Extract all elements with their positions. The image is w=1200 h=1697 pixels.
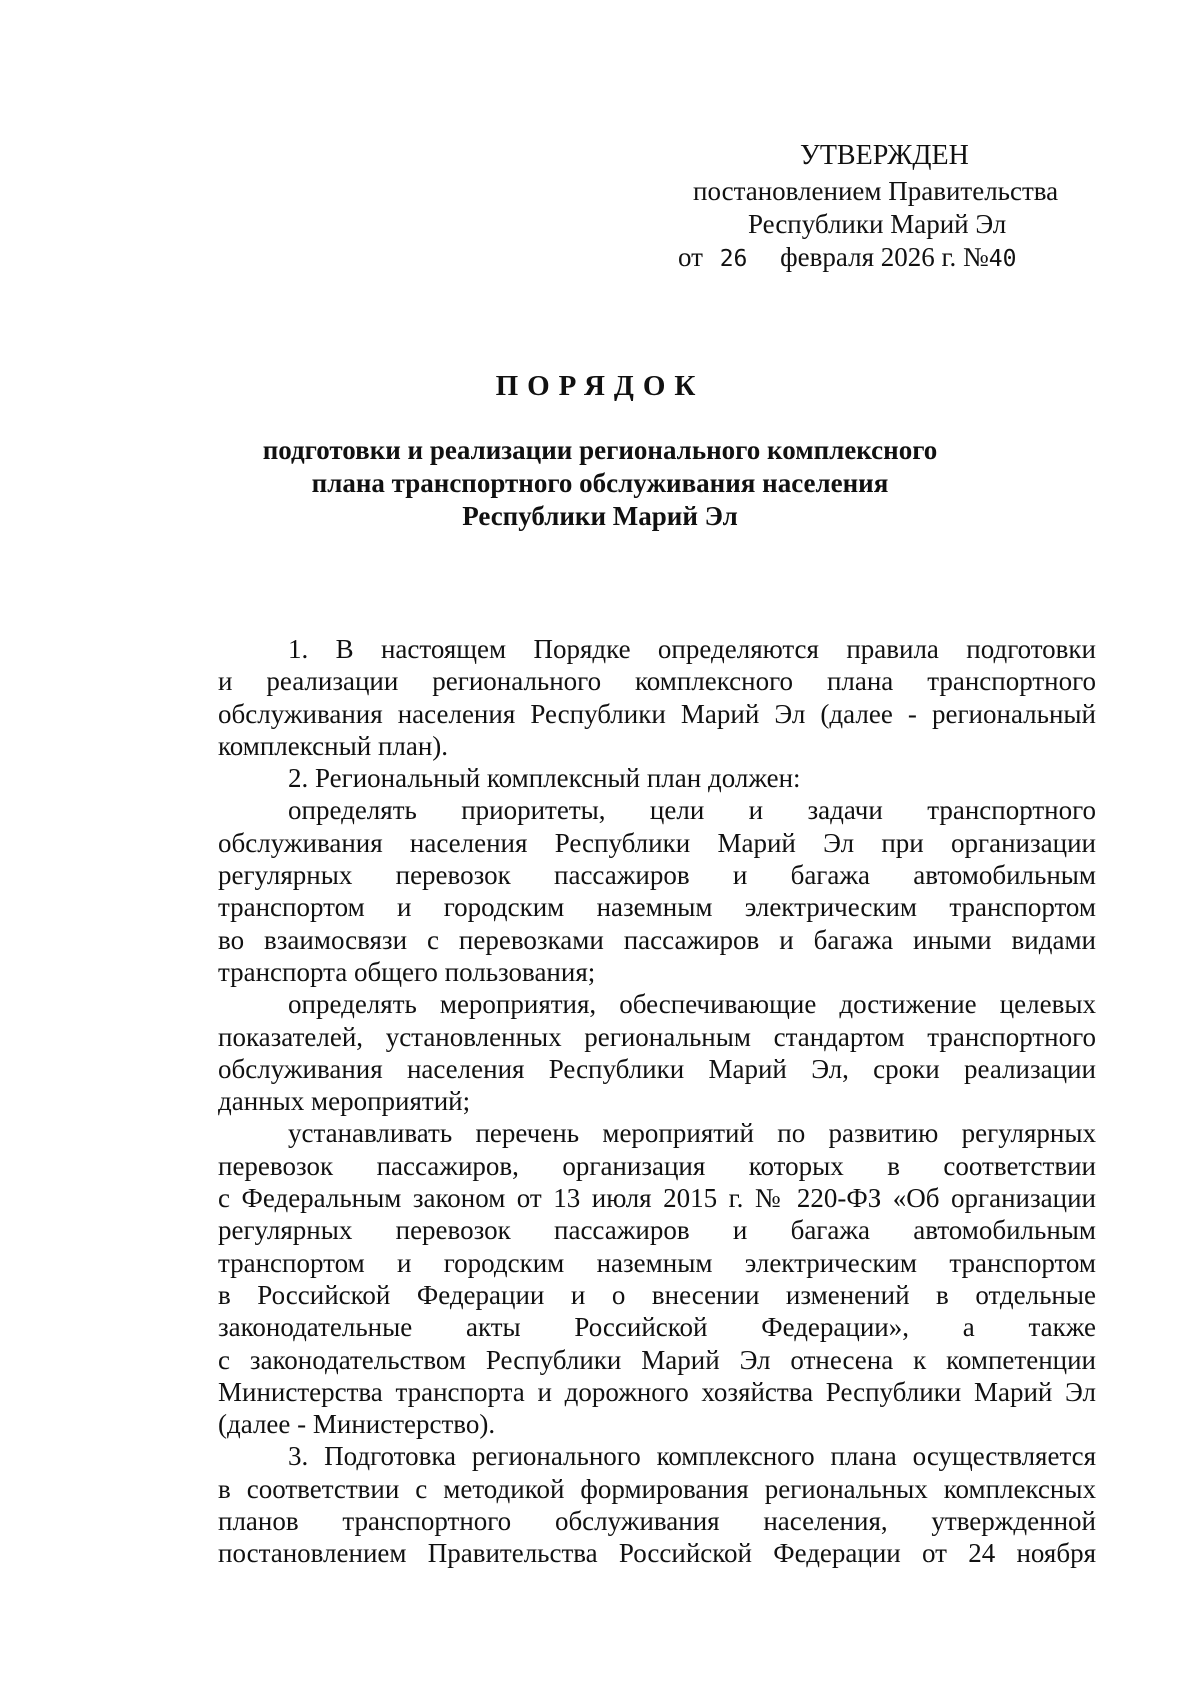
text-line: регулярных перевозок пассажиров и багажа автомобильным (218, 860, 1096, 891)
text-line: 1. В настоящем Порядке определяются правила подготовки (288, 634, 1096, 664)
text-line: транспортом и городским наземным электрическим транспортом (218, 892, 1096, 923)
paragraph-2-item-2 (218, 988, 1096, 1117)
text-line: 3. Подготовка регионального комплексного плана осуществляется (288, 1441, 1096, 1472)
text-line: во взаимосвязи с перевозками пассажиров и багажа иными видами (218, 924, 1096, 955)
text-line: перевозок пассажиров, организация которых в соответствии (218, 1150, 1096, 1181)
paragraph-2-item-3 (218, 1117, 1096, 1440)
text-line: (далее - Министерство). (218, 1409, 496, 1440)
text-line: данных мероприятий; (218, 1086, 471, 1117)
approval-number: 40 (988, 246, 1017, 272)
approval-title: УТВЕРЖДЕН (800, 140, 969, 171)
text-line: показателей, установленных региональным стандартом транспортного (218, 1021, 1096, 1052)
text-line: планов транспортного обслуживания населения, утвержденной (218, 1506, 1096, 1537)
text-line: в Российской Федерации и о внесении изменений в отдельные (218, 1279, 1096, 1310)
approval-date-line (678, 241, 1017, 275)
text-line: обслуживания населения Республики Марий Эл, сроки реализации (218, 1053, 1096, 1084)
subtitle-line: плана транспортного обслуживания населения (311, 468, 889, 498)
document-title: ПОРЯДОК (495, 370, 705, 402)
text-line: в соответствии с методикой формирования региональных комплексных (218, 1473, 1096, 1504)
text-line: транспорта общего пользования; (218, 956, 596, 987)
text-line: определять мероприятия, обеспечивающие достижение целевых (288, 989, 1096, 1020)
subtitle-line: подготовки и реализации регионального комплексного (262, 435, 938, 465)
approval-date-prefix: от (678, 242, 703, 272)
text-line: постановлением Правительства Российской Федерации от 24 ноября (218, 1538, 1096, 1569)
text-line: устанавливать перечень мероприятий по развитию регулярных (288, 1118, 1096, 1149)
text-line: и реализации регионального комплексного плана транспортного (218, 666, 1096, 697)
approval-date-day: 26 (719, 246, 748, 272)
text-line: обслуживания населения Республики Марий Эл при организации (218, 827, 1096, 858)
approval-republic-line: Республики Марий Эл (748, 209, 1007, 239)
subtitle-line: Республики Марий Эл (462, 501, 738, 531)
text-line: обслуживания населения Республики Марий Эл (далее - региональный (218, 698, 1096, 729)
paragraph-3 (218, 1440, 1096, 1569)
paragraph-2-item-1 (218, 794, 1096, 988)
approval-block (0, 0, 1200, 270)
document-body (218, 633, 1096, 1570)
paragraph-2 (218, 762, 1096, 794)
text-line: регулярных перевозок пассажиров и багажа автомобильным (218, 1215, 1096, 1246)
text-line: 2. Региональный комплексный план должен: (288, 763, 801, 794)
text-line: законодательные акты Российской Федерации», а также (218, 1312, 1096, 1343)
document-subtitle (250, 434, 950, 533)
text-line: с Федеральным законом от 13 июля 2015 г. № 220-ФЗ «Об организации (218, 1183, 1096, 1214)
text-line: с законодательством Республики Марий Эл отнесена к компетенции (218, 1344, 1096, 1375)
text-line: комплексный план). (218, 730, 449, 761)
paragraph-1 (218, 633, 1096, 762)
approval-date-month-year: февраля 2026 г. № (780, 242, 989, 272)
text-line: транспортом и городским наземным электрическим транспортом (218, 1247, 1096, 1278)
approval-authority-line: постановлением Правительства (693, 176, 1059, 206)
text-line: определять приоритеты, цели и задачи транспортного (288, 795, 1096, 826)
text-line: Министерства транспорта и дорожного хозяйства Республики Марий Эл (218, 1376, 1096, 1407)
